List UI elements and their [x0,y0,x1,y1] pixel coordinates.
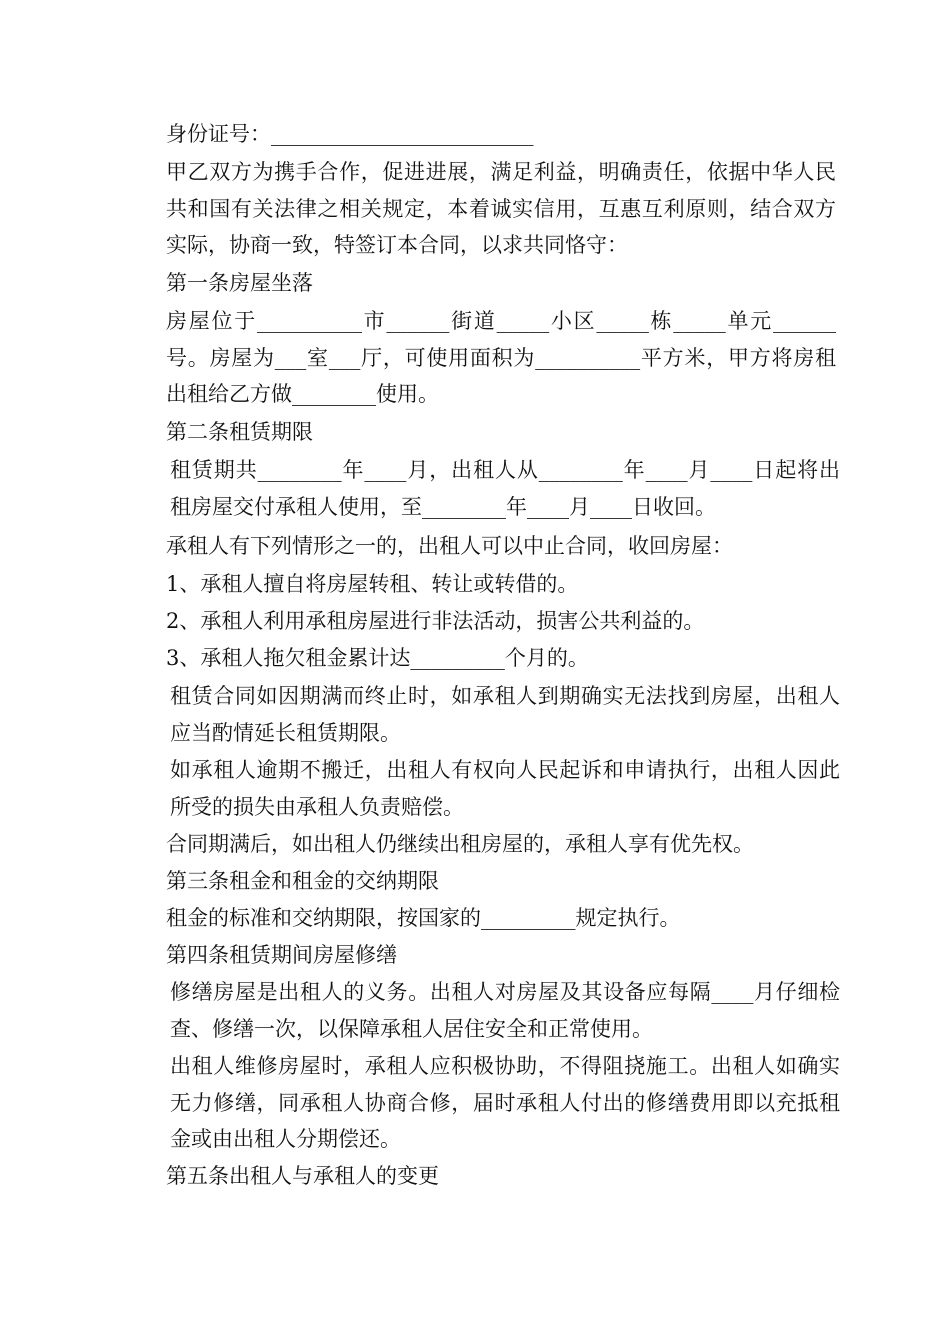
termination-condition-1: 1、承租人擅自将房屋转租、转让或转借的。 [166,572,579,596]
repair-obligation-paragraph: 修缮房屋是出租人的义务。出租人对房屋及其设备应每隔____月仔细检查、修缮一次，以保障承租人居住安全和正常使用。 [170,980,840,1041]
article-3-heading: 第三条租金和租金的交纳期限 [166,869,439,893]
article-4-heading: 第四条租赁期间房屋修缮 [166,943,397,967]
lease-term-paragraph: 租赁期共________年____月，出租人从________年____月____日起将出租房屋交付承租人使用，至________年____月____日收回。 [170,458,840,519]
article-2-heading: 第二条租赁期限 [166,420,313,444]
lease-extension-paragraph: 租赁合同如因期满而终止时，如承租人到期确实无法找到房屋，出租人应当酌情延长租赁期限。 [170,684,840,745]
termination-condition-2: 2、承租人利用承租房屋进行非法活动，损害公共利益的。 [166,609,705,633]
repair-cooperation-paragraph: 出租人维修房屋时，承租人应积极协助，不得阻挠施工。出租人如确实无力修缮，同承租人协商合修，届时承租人付出的修缮费用即以充抵租金或由出租人分期偿还。 [170,1054,840,1151]
preamble-paragraph: 甲乙双方为携手合作，促进进展，满足利益，明确责任，依据中华人民共和国有关法律之相关规定，本着诚实信用，互惠互利原则，结合双方实际，协商一致，特签订本合同，以求共同恪守： [166,160,836,257]
article-1-location-paragraph: 房屋位于__________市______街道_____小区_____栋_____单元______号。房屋为___室___厅，可使用面积为__________平方米，甲方将房租出租给乙方做________使用。 [166,309,836,406]
id-number-line: 身份证号：_________________________ [166,122,534,146]
termination-conditions-intro: 承租人有下列情形之一的，出租人可以中止合同，收回房屋： [166,534,733,558]
article-5-heading: 第五条出租人与承租人的变更 [166,1164,439,1188]
rent-standard-paragraph: 租金的标准和交纳期限，按国家的_________规定执行。 [166,906,681,930]
article-1-heading: 第一条房屋坐落 [166,271,313,295]
priority-right-paragraph: 合同期满后，如出租人仍继续出租房屋的，承租人享有优先权。 [166,832,754,856]
overdue-eviction-paragraph: 如承租人逾期不搬迁，出租人有权向人民起诉和申请执行，出租人因此所受的损失由承租人负责赔偿。 [170,758,840,819]
termination-condition-3: 3、承租人拖欠租金累计达_________个月的。 [166,646,589,670]
